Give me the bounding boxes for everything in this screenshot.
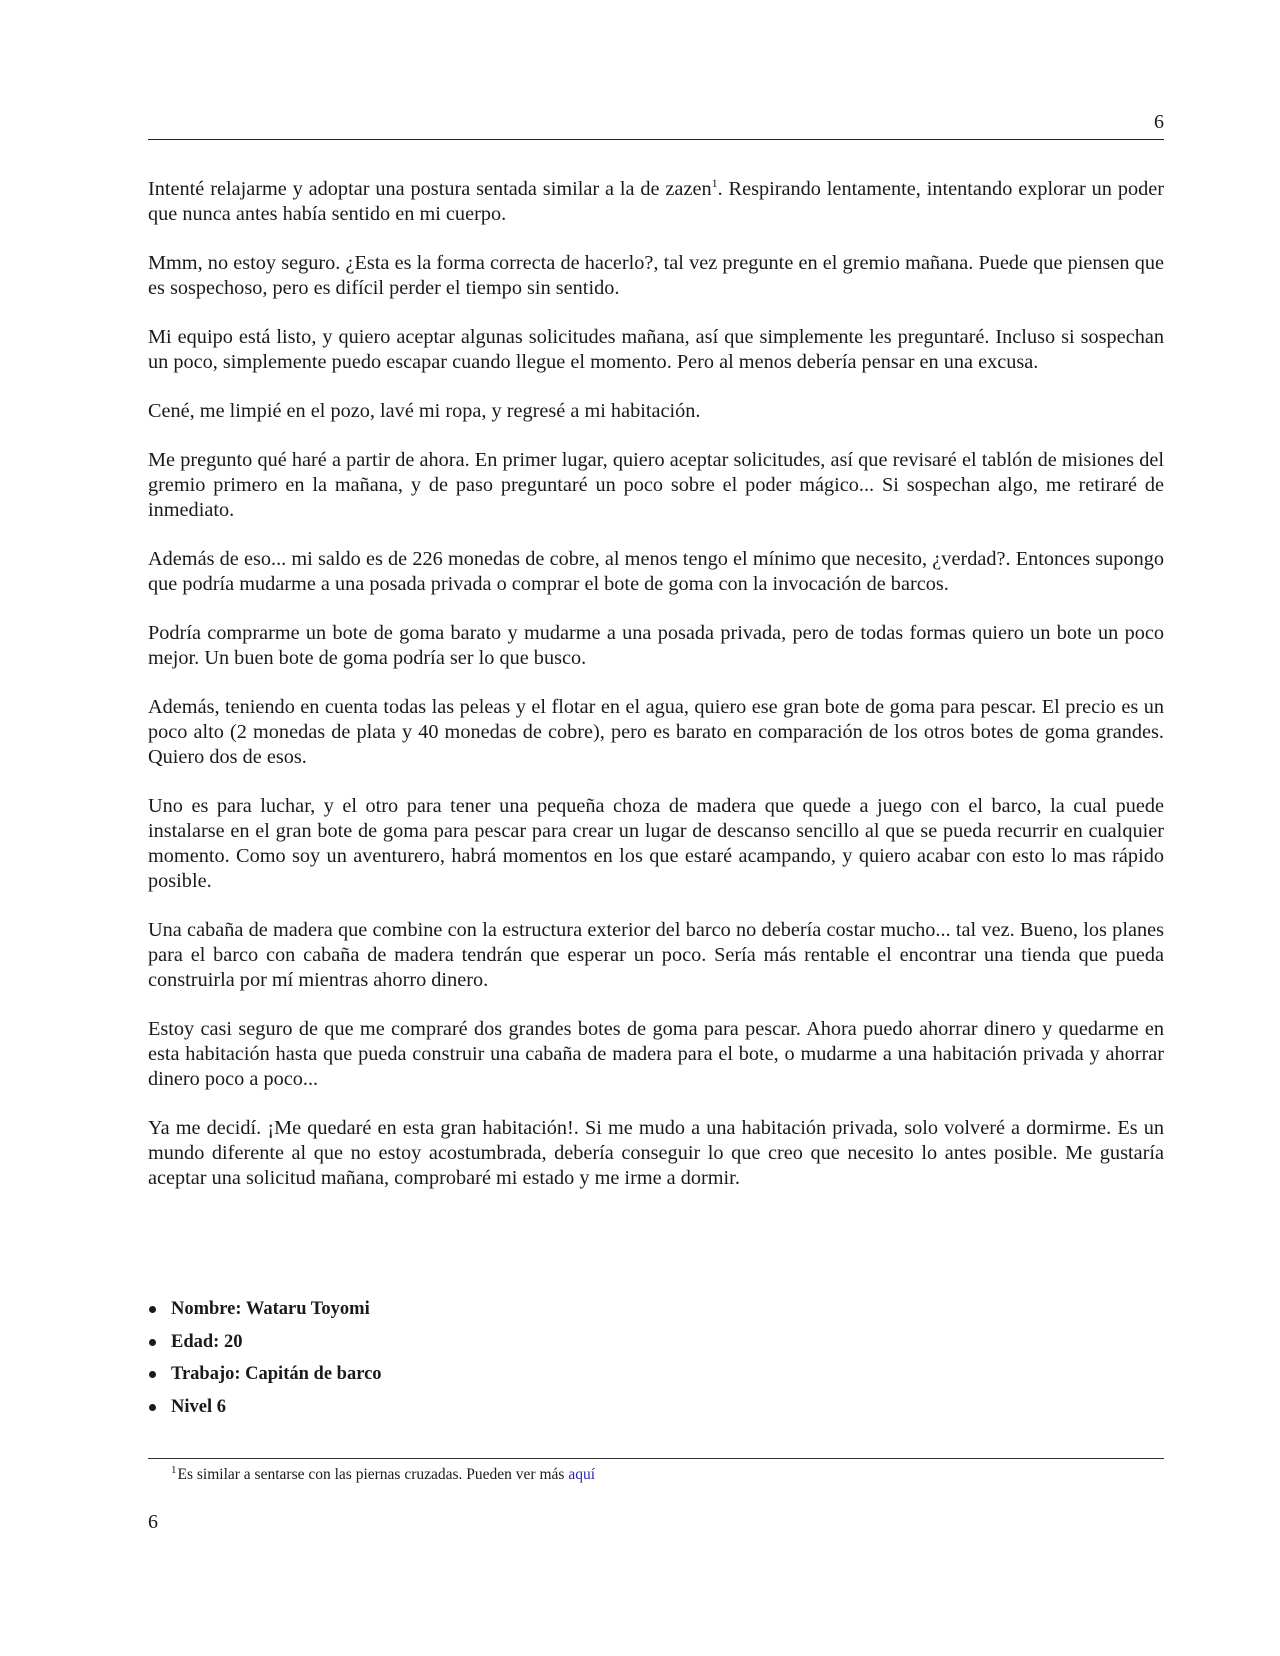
- paragraph: Ya me decidí. ¡Me quedaré en esta gran habitación!. Si me mudo a una habitación privada, solo volveré a dormirme. Es un mundo diferente al que no estoy acostumbrada, debería conseguir lo que creo que necesito lo antes posible. Me gustaría aceptar una solicitud mañana, comprobaré mi estado y me irme a dormir.: [148, 1117, 1164, 1189]
- paragraph: [148, 177, 1164, 227]
- paragraph: Mi equipo está listo, y quiero aceptar algunas solicitudes mañana, así que simplemente les preguntaré. Incluso si sospechan un poco, simplemente puedo escapar cuando llegue el momento. Pero al menos debería pensar en una excusa.: [148, 326, 1164, 373]
- footer-page-number: 6: [148, 1511, 158, 1533]
- footnote: [171, 1465, 595, 1485]
- bullet-icon: [149, 1371, 156, 1378]
- status-item-text: Edad: 20: [171, 1331, 243, 1352]
- paragraph: Una cabaña de madera que combine con la estructura exterior del barco no debería costar mucho... tal vez. Bueno, los planes para el barco con cabaña de madera tendrán que esperar un poco. Sería más rentable el encontrar una tienda que pueda construirla por mí mientras ahorro dinero.: [148, 919, 1164, 991]
- paragraph: Uno es para luchar, y el otro para tener una pequeña choza de madera que quede a juego con el barco, la cual puede instalarse en el gran bote de goma para pescar para crear un lugar de descanso sencillo al que se pueda recurrir en cualquier momento. Como soy un aventurero, habrá momentos en los que estaré acampando, y quiero acabar con esto lo mas rápido posible.: [148, 795, 1164, 892]
- status-item-age: [148, 1326, 382, 1359]
- paragraph-text: Intenté relajarme y adoptar una postura sentada similar a la de zazen: [148, 178, 712, 200]
- paragraph: Estoy casi seguro de que me compraré dos grandes botes de goma para pescar. Ahora puedo ahorrar dinero y quedarme en esta habitación hasta que pueda construir una cabaña de madera para el bote, o mudarme a una habitación privada y ahorrar dinero poco a poco...: [148, 1018, 1164, 1090]
- header-page-number: 6: [1154, 111, 1164, 133]
- status-item-text: Nivel 6: [171, 1396, 226, 1417]
- status-list: [148, 1293, 382, 1424]
- body-text: [148, 177, 1164, 1191]
- bullet-icon: [149, 1404, 156, 1411]
- footnote-text: Es similar a sentarse con las piernas cruzadas. Pueden ver más: [177, 1466, 569, 1483]
- bullet-icon: [149, 1306, 156, 1313]
- footnote-link[interactable]: aquí: [568, 1466, 595, 1483]
- paragraph: Además de eso... mi saldo es de 226 monedas de cobre, al menos tengo el mínimo que necesito, ¿verdad?. Entonces supongo que podría mudarme a una posada privada o comprar el bote de goma con la invocación de barcos.: [148, 548, 1164, 595]
- header-rule: [148, 139, 1164, 140]
- footnote-reference[interactable]: 1: [711, 176, 718, 190]
- status-item-text: Trabajo: Capitán de barco: [171, 1364, 382, 1385]
- paragraph: Cené, me limpié en el pozo, lavé mi ropa, y regresé a mi habitación.: [148, 400, 701, 422]
- paragraph-text: . Respirando lentamente, intentando explorar un poder que nunca antes había sentido en mi cuerpo.: [148, 178, 1165, 225]
- status-item-name: [148, 1293, 382, 1326]
- status-item-text: Nombre: Wataru Toyomi: [171, 1298, 370, 1319]
- status-item-level: [148, 1391, 382, 1424]
- footnote-rule: [148, 1458, 1164, 1459]
- paragraph: Me pregunto qué haré a partir de ahora. En primer lugar, quiero aceptar solicitudes, así que revisaré el tablón de misiones del gremio primero en la mañana, y de paso preguntaré un poco sobre el poder mágico... Si sospechan algo, me retiraré de inmediato.: [148, 449, 1164, 521]
- paragraph: Podría comprarme un bote de goma barato y mudarme a una posada privada, pero de todas formas quiero un bote un poco mejor. Un buen bote de goma podría ser lo que busco.: [148, 622, 1164, 669]
- bullet-icon: [149, 1339, 156, 1346]
- footnote-marker: 1: [171, 1464, 177, 1476]
- paragraph: Además, teniendo en cuenta todas las peleas y el flotar en el agua, quiero ese gran bote de goma para pescar. El precio es un poco alto (2 monedas de plata y 40 monedas de cobre), pero es barato en comparación de los otros botes de goma grandes. Quiero dos de esos.: [148, 696, 1164, 768]
- paragraph: Mmm, no estoy seguro. ¿Esta es la forma correcta de hacerlo?, tal vez pregunte en el gremio mañana. Puede que piensen que es sospechoso, pero es difícil perder el tiempo sin sentido.: [148, 252, 1164, 299]
- status-item-job: [148, 1358, 382, 1391]
